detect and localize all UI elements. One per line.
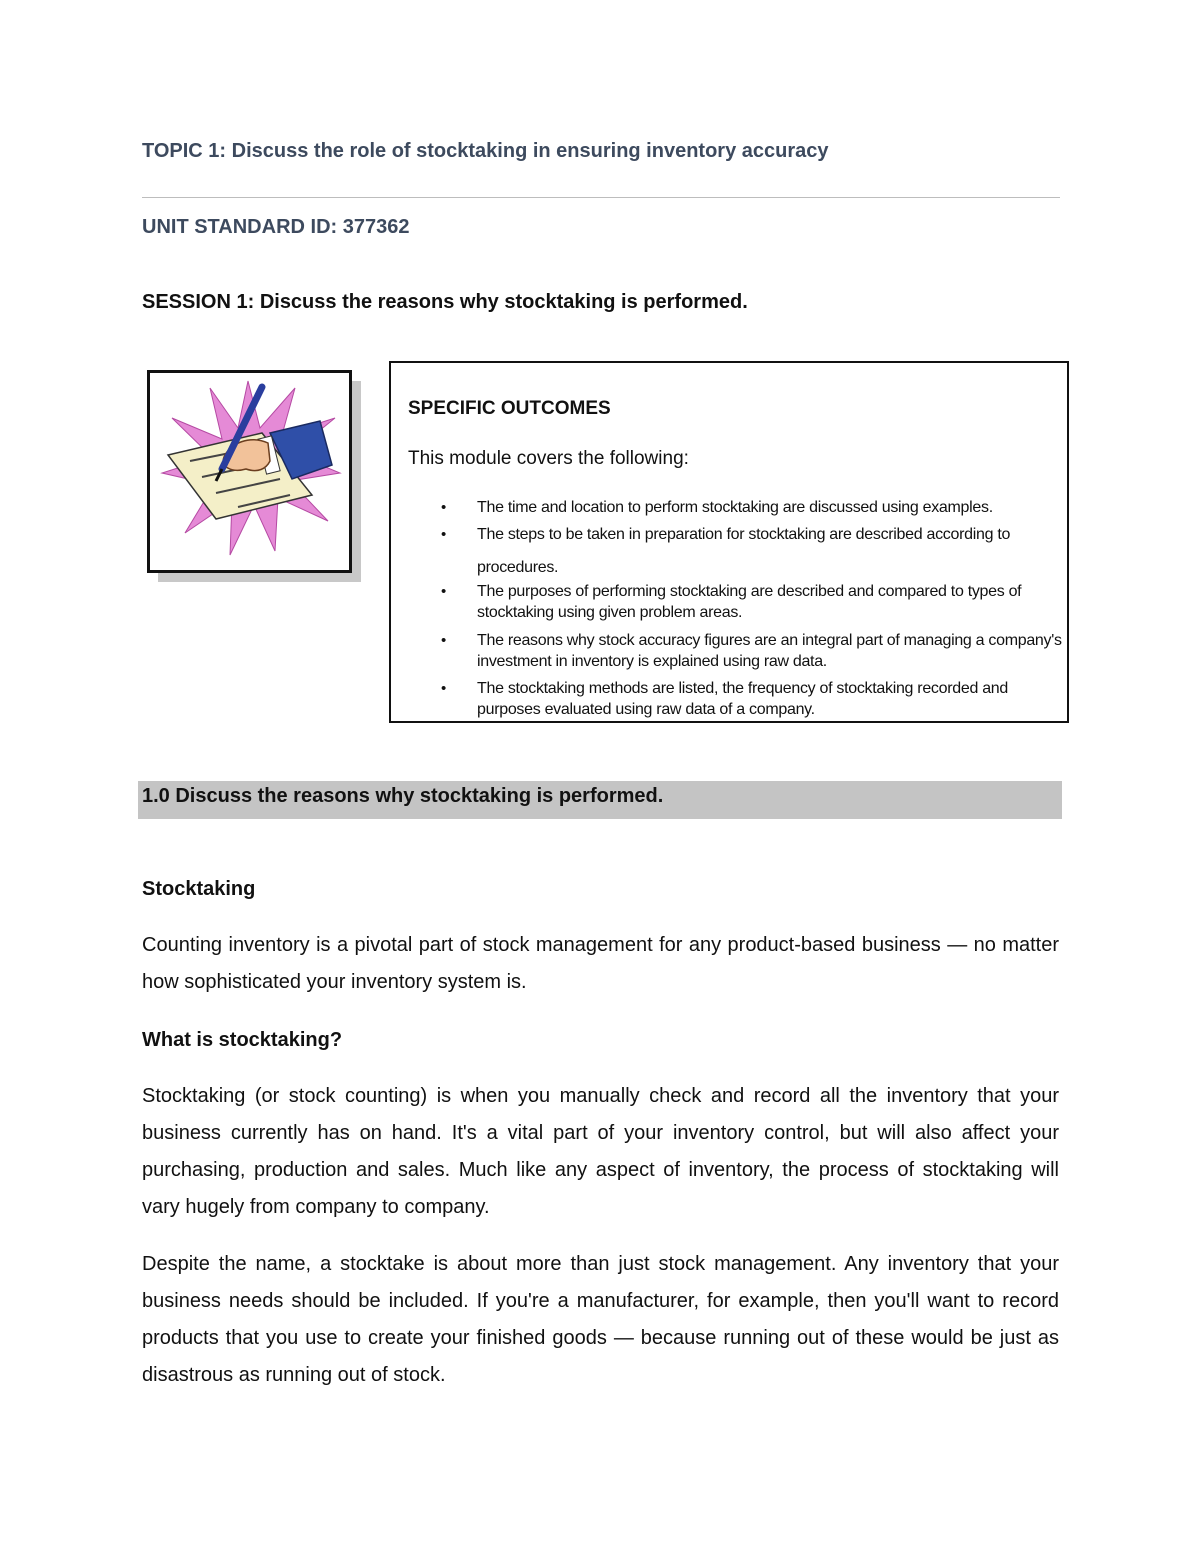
- list-item: • The reasons why stock accuracy figures are an integral part of managing a company's investment in inventory is explained using raw data.: [477, 630, 1062, 672]
- list-item: • The stocktaking methods are listed, the frequency of stocktaking recorded and purposes evaluated using raw data of a company.: [477, 678, 1062, 720]
- section-heading: 1.0 Discuss the reasons why stocktaking is performed.: [142, 785, 664, 807]
- stocktaking-heading: Stocktaking: [142, 878, 256, 900]
- session-heading: SESSION 1: Discuss the reasons why stocktaking is performed.: [142, 291, 748, 313]
- scope-paragraph: Despite the name, a stocktake is about more than just stock management. Any inventory that your business needs should be included. If you're a manufacturer, for example, then you'll want to record products that you use to create your finished goods — because running out of these would be just as disastrous as running out of stock.: [142, 1253, 1059, 1386]
- list-item: • The purposes of performing stocktaking are described and compared to types of stocktaking using given problem areas.: [477, 581, 1062, 623]
- list-item: • The steps to be taken in preparation for stocktaking are described according to procedures.: [477, 518, 1062, 584]
- list-item: • The time and location to perform stocktaking are discussed using examples.: [477, 497, 1062, 518]
- topic-heading: TOPIC 1: Discuss the role of stocktaking in ensuring inventory accuracy: [142, 140, 829, 162]
- specific-outcomes-box: [389, 361, 1069, 723]
- signing-document-clipart: [147, 370, 352, 573]
- section-heading-bar: [138, 781, 1062, 819]
- outcomes-title: SPECIFIC OUTCOMES: [408, 398, 611, 419]
- header-divider: [142, 197, 1060, 198]
- outcomes-intro: This module covers the following:: [408, 448, 689, 469]
- signing-hand-icon: [150, 373, 349, 570]
- what-is-stocktaking-heading: What is stocktaking?: [142, 1029, 343, 1051]
- definition-paragraph: Stocktaking (or stock counting) is when you manually check and record all the inventory that your business currently has on hand. It's a vital part of your inventory control, but will also affect your purchasing, production and sales. Much like any aspect of inventory, the process of stocktaking will vary hugely from company to company.: [142, 1085, 1059, 1218]
- intro-paragraph: Counting inventory is a pivotal part of stock management for any product-based business — no matter how sophisticated your inventory system is.: [142, 934, 1059, 993]
- unit-standard-id: UNIT STANDARD ID: 377362: [142, 216, 410, 238]
